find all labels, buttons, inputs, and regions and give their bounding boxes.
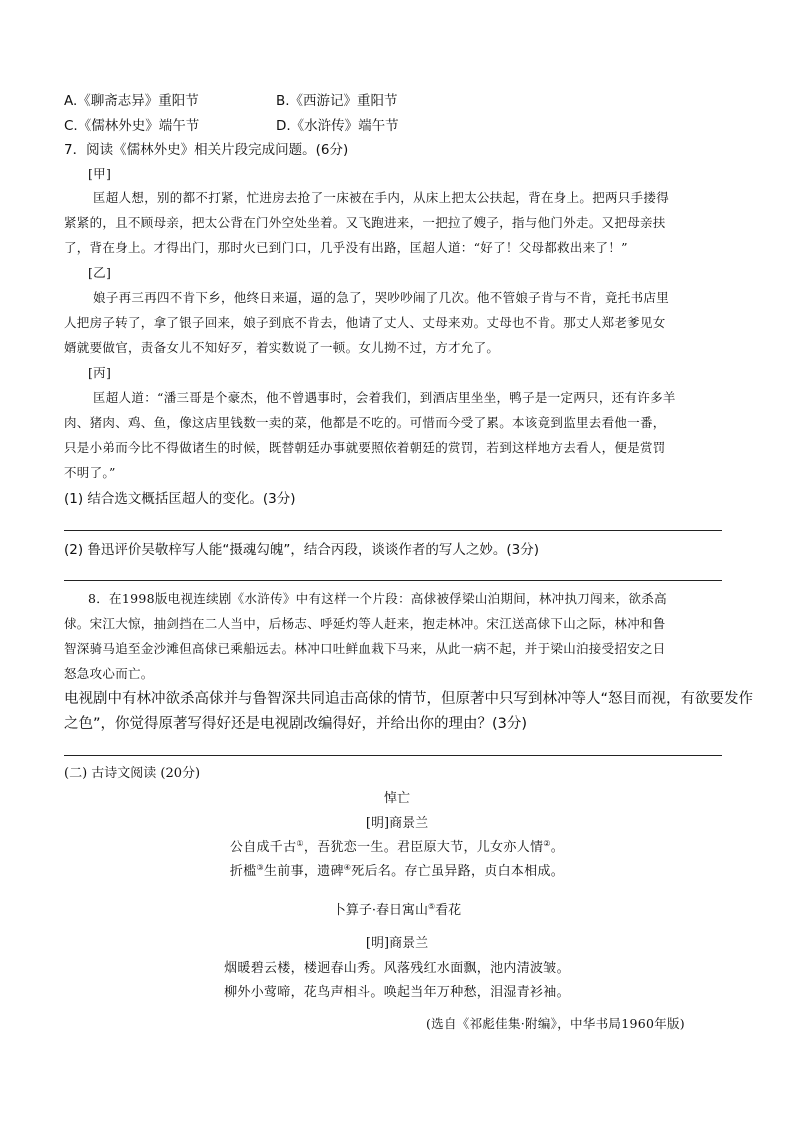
passage-yi-line: 人把房子转了，拿了银子回来，娘子到底不肯去，他请了丈人、丈母来劝。丈母也不肯。那丈人郑老爹见女 (64, 315, 666, 330)
option-d: D.《水浒传》端午节 (276, 118, 399, 134)
answer-line (64, 755, 722, 756)
passage-bing-line: 肉、猪肉、鸡、鱼，像这店里钱数一卖的菜，他都是不吃的。可惜而今受了累。本该竟到监里去看他一番， (64, 415, 666, 430)
poem-2-line: 烟暖碧云楼，楼迥春山秀。风落残红水面飘，池内清波皱。 (224, 961, 570, 976)
question-8-prompt: 之色”，你觉得原著写得好还是电视剧改编得好，并给出你的理由？(3分) (64, 716, 528, 732)
question-7-title: 7．阅读《儒林外史》相关片段完成问题。(6分) (64, 142, 349, 158)
passage-yi-line: 婿就要做官，责备女儿不知好歹，着实数说了一顿。女儿拗不过，方才允了。 (64, 340, 500, 355)
poem-1-line: 公自成千古①，吾犹恋一生。君臣原大节，儿女亦人情②。 (229, 839, 565, 855)
poem-2-title: 卜算子·春日寓山⑤看花 (332, 902, 462, 918)
question-8-line: 俅。宋江大惊，抽剑挡在二人当中，后杨志、呼延灼等人赶来，抱走林冲。宋江送高俅下山之际，林冲和鲁 (64, 616, 666, 631)
poem-1-title: 悼亡 (383, 791, 410, 806)
section-title: (二) 古诗文阅读 (20分) (64, 766, 201, 781)
option-c: C.《儒林外史》端午节 (64, 118, 200, 134)
poem-2-line: 柳外小莺啼，花鸟声相斗。唤起当年万种愁，泪湿青衫袖。 (224, 985, 570, 1000)
passage-yi-label: [乙] (88, 265, 112, 280)
poem-2-author: [明]商景兰 (365, 936, 429, 951)
question-7-2: (2) 鲁迅评价吴敬梓写人能“摄魂勾魄”，结合丙段，谈谈作者的写人之妙。(3分) (64, 542, 540, 558)
passage-jia-line: 紧紧的，且不顾母亲，把太公背在门外空处坐着。又飞跑进来，一把拉了嫂子，指与他门外走。又把母亲扶 (64, 215, 666, 230)
poem-1-line: 折槛③生前事，遗碑④死后名。存亡虽异路，贞白本相成。 (229, 863, 565, 879)
passage-jia-label: [甲] (88, 166, 112, 181)
answer-line (64, 580, 722, 581)
option-b: B.《西游记》重阳节 (276, 93, 398, 109)
passage-bing-line: 不明了。” (64, 465, 116, 480)
passage-yi-line: 娘子再三再四不肯下乡，他终日来逼，逼的急了，哭吵吵闹了几次。他不管娘子肯与不肯，竟托书店里 (93, 290, 670, 305)
question-8-line: 智深骑马追至金沙滩但高俅已乘船远去。林冲口吐鲜血栽下马来，从此一病不起，并于梁山泊接受招安之日 (64, 641, 666, 656)
question-7-1: (1) 结合选文概括匡超人的变化。(3分) (64, 491, 296, 507)
poem-1-author: [明]商景兰 (365, 816, 429, 831)
passage-bing-line: 只是小弟而今比不得做诸生的时候，既替朝廷办事就要照依着朝廷的赏罚，若到这样地方去看人，便是赏罚 (64, 440, 666, 455)
passage-jia-line: 匡超人想，别的都不打紧，忙进房去抢了一床被在手内，从床上把太公扶起，背在身上。把两只手搂得 (93, 190, 670, 205)
option-a: A.《聊斋志异》重阳节 (64, 93, 199, 109)
question-8-line: 8．在1998版电视连续剧《水浒传》中有这样一个片段：高俅被俘梁山泊期间，林冲执刀闯来，欲杀高 (88, 591, 667, 606)
passage-bing-line: 匡超人道：“潘三哥是个豪杰，他不曾遇事时，会着我们，到酒店里坐坐，鸭子是一定两只，还有许多羊 (93, 390, 676, 405)
passage-jia-line: 了，背在身上。才得出门，那时火已到门口，几乎没有出路，匡超人道：“好了！父母都救出来了！” (64, 240, 628, 255)
answer-line (64, 530, 722, 531)
source-note: (选自《祁彪佳集·附编》，中华书局1960年版) (426, 1016, 685, 1031)
question-8-line: 怒急攻心而亡。 (64, 666, 154, 681)
passage-bing-label: [丙] (88, 365, 112, 380)
question-8-prompt: 电视剧中有林冲欲杀高俅并与鲁智深共同追击高俅的情节，但原著中只写到林冲等人“怒目而视，有欲要发作 (64, 691, 754, 707)
